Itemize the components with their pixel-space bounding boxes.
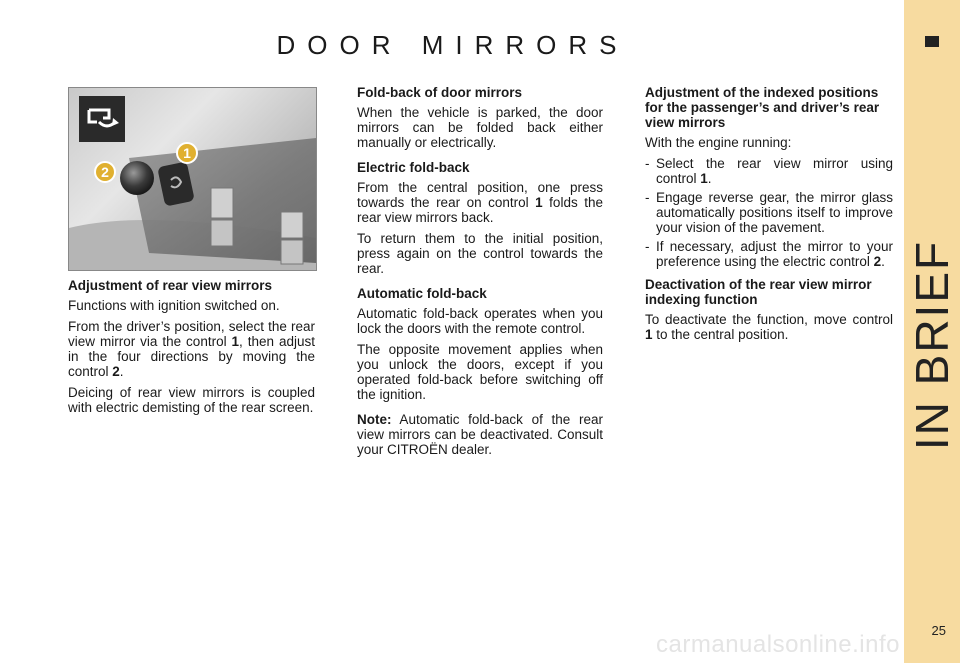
chapter-title: IN BRIEF [906, 239, 958, 451]
window-switch [281, 240, 303, 264]
control-ref: 2 [112, 364, 120, 379]
text-span: From the driver’s position, select the rear view mirror via the control [68, 319, 315, 349]
list-item [645, 156, 893, 186]
paragraph: Deicing of rear view mirrors is coupled with electric demisting of the rear screen. [68, 385, 315, 415]
mirror-adjust-knob [120, 161, 154, 195]
section-heading: Adjustment of the indexed positions for the passenger’s and driver’s rear view mirrors [645, 85, 880, 130]
list-item [645, 239, 893, 269]
mirror-control-photo [68, 87, 317, 271]
paragraph: Functions with ignition switched on. [68, 298, 280, 313]
window-switch [211, 188, 233, 218]
paragraph: The opposite movement applies when you unlock the doors, except if you operated fold-back before switching off the ignition. [357, 342, 603, 402]
text-span: Select the rear view mirror using control [656, 156, 893, 186]
section-heading: Deactivation of the rear view mirror indexing function [645, 277, 872, 307]
column-rear-view-adjustment [68, 278, 315, 421]
callout-2 [95, 162, 115, 182]
section-heading: Adjustment of rear view mirrors [68, 278, 273, 293]
text-span: . [881, 254, 885, 269]
svg-text:1: 1 [183, 145, 191, 161]
page-title: DOOR MIRRORS [276, 30, 629, 60]
section-heading: Fold-back of door mirrors [357, 85, 523, 100]
control-ref: 1 [700, 171, 708, 186]
text-span: folds the rear view mirrors back. [357, 195, 603, 225]
paragraph: When the vehicle is parked, the door mirrors can be folded back either manually or electrically. [357, 105, 603, 150]
chapter-sidebar [904, 0, 960, 663]
note-paragraph [357, 412, 603, 457]
door-panel-illustration [69, 88, 316, 270]
note-label: Note: [357, 412, 392, 427]
column-fold-back [357, 85, 603, 463]
control-ref: 2 [873, 254, 882, 269]
list-item: - Engage reverse gear, the mirror glass automatically positions itself to improve your vision of the pavement. [645, 190, 893, 235]
section-heading: Electric fold-back [357, 160, 470, 175]
text-span: to the central position. [652, 327, 789, 342]
fold-icon-box [79, 96, 125, 142]
page-number: 25 [931, 623, 946, 638]
text-span: Automatic fold-back of the rear view mirrors can be deactivated. Consult your CITROËN dealer. [357, 412, 603, 457]
text-span: , then adjust in the four directions by moving the control [68, 334, 315, 379]
paragraph: To return them to the initial position, press again on the control towards the rear. [357, 231, 603, 276]
callout-1 [177, 143, 197, 163]
section-tab-marker [925, 36, 939, 47]
paragraph: Automatic fold-back operates when you lock the doors with the remote control. [357, 306, 603, 336]
text-span: If necessary, adjust the mirror to your preference using the electric control [656, 239, 893, 269]
text-span: From the central position, one press towards the rear on control [357, 180, 603, 210]
control-ref: 1 [645, 327, 653, 342]
svg-text:2: 2 [101, 164, 109, 180]
control-ref: 1 [231, 334, 240, 349]
paragraph [68, 319, 315, 379]
paragraph: With the engine running: [645, 135, 792, 150]
steps-list [645, 156, 893, 269]
section-heading: Automatic fold-back [357, 286, 487, 301]
text-span: . [707, 171, 712, 186]
paragraph [645, 312, 893, 342]
text-span: . [119, 364, 124, 379]
column-indexed-positions [645, 85, 893, 348]
text-span: To deactivate the function, move control [645, 312, 893, 327]
window-switch [211, 220, 233, 246]
paragraph [357, 180, 603, 225]
watermark: carmanualsonline.info [656, 631, 900, 658]
window-switch [281, 212, 303, 238]
control-ref: 1 [535, 195, 543, 210]
